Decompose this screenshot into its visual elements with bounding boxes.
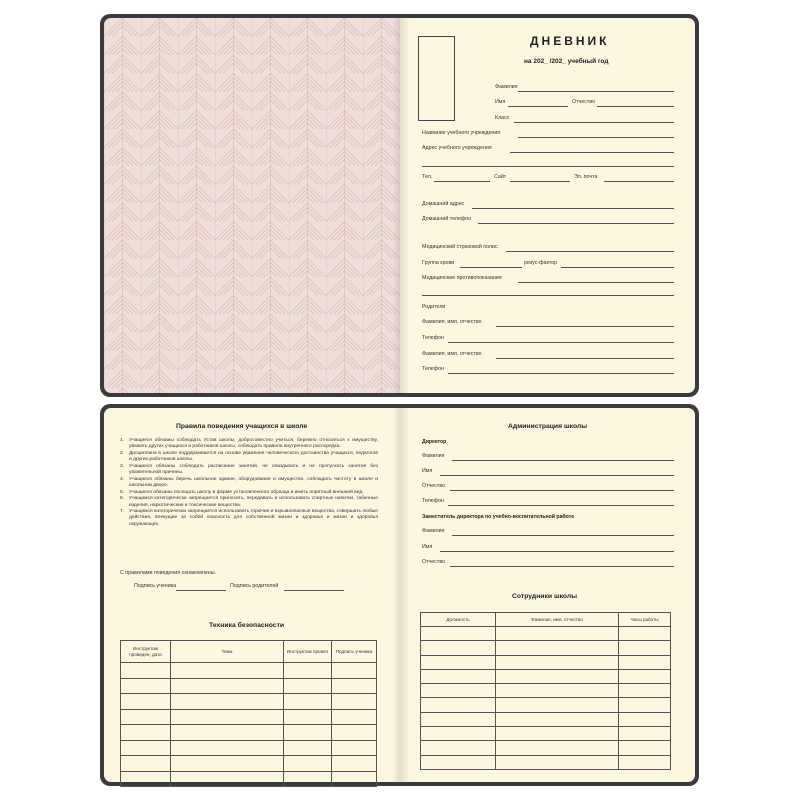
table-cell[interactable] [332,694,377,710]
table-cell[interactable] [284,740,332,756]
safety-col-instructor: Инструктаж провел [284,641,332,663]
safety-table-row [121,771,377,787]
parent2-name-label: Фамилия, имя, отчество [422,351,482,357]
diary-spread-bottom [100,404,699,786]
student-signature-field[interactable] [176,590,226,591]
class-field[interactable] [514,122,674,123]
table-cell[interactable] [284,663,332,679]
contraindications-label: Медицинские противопоказания [422,275,502,281]
safety-col-topic: Тема [171,641,284,663]
director-surname-field[interactable] [452,460,674,461]
table-cell[interactable] [496,641,619,655]
parents-signature-field[interactable] [284,590,344,591]
staff-table [420,612,671,770]
table-cell[interactable] [171,740,284,756]
table-cell[interactable] [421,669,496,683]
deputy-patronymic-field[interactable] [450,566,674,567]
staff-col-hours: Часы работы [619,613,671,627]
staff-table-row [421,669,671,683]
table-cell[interactable] [332,678,377,694]
school-name-label: Название учебного учреждения [422,130,501,136]
safety-col-date: Инструктаж проведен, дата [121,641,171,663]
table-cell[interactable] [619,698,671,712]
table-cell[interactable] [421,684,496,698]
table-cell[interactable] [421,655,496,669]
parent1-phone-label: Телефон [422,335,444,341]
school-year: на 202_ /202_ учебный год [524,58,609,65]
name-field[interactable] [508,106,568,107]
staff-table-row [421,684,671,698]
table-cell[interactable] [121,740,171,756]
table-cell[interactable] [284,709,332,725]
table-cell[interactable] [421,641,496,655]
table-cell[interactable] [421,698,496,712]
surname-field[interactable] [518,91,674,92]
diary-title-page [400,18,695,393]
parent1-phone-field[interactable] [448,342,674,343]
administration-page [400,408,695,782]
director-patronymic-label: Отчество [422,483,446,489]
table-cell[interactable] [619,627,671,641]
table-cell[interactable] [421,712,496,726]
staff-table-row [421,727,671,741]
table-cell[interactable] [619,755,671,769]
rule-item: 5. Учащиеся обязаны посещать школу в форме установленного образца и иметь опрятный внешний вид. [120,489,364,495]
home-phone-label: Домашний телефон [422,216,472,222]
deputy-surname-label: Фамилия [422,528,445,534]
table-cell[interactable] [171,771,284,787]
blood-group-field[interactable] [460,267,522,268]
rule-item: 1. Учащиеся обязаны соблюдать Устав школы, добросовестно учиться, бережно относиться к имуществу, уважать других учащихся и работников школы, соблюдать правила внутреннего распорядка. [120,438,378,450]
table-cell[interactable] [496,741,619,755]
staff-table-row [421,712,671,726]
table-cell[interactable] [619,655,671,669]
home-address-label: Домашний адрес [422,201,465,207]
tel-label: Тел. [422,174,433,180]
rule-item: 6. Учащимся категорически запрещается приносить, передавать и использовать спиртные напитки, табачные изделия, наркотические и токсические вещества. [120,496,378,508]
tel-field[interactable] [434,181,490,182]
parent2-phone-field[interactable] [448,373,674,374]
staff-table-row [421,655,671,669]
table-cell[interactable] [332,663,377,679]
table-cell[interactable] [121,663,171,679]
table-cell[interactable] [619,669,671,683]
table-cell[interactable] [496,627,619,641]
table-cell[interactable] [421,741,496,755]
director-phone-label: Телефон [422,498,444,504]
page-title: ДНЕВНИК [530,34,610,48]
table-cell[interactable] [496,684,619,698]
blood-group-label: Группа крови [422,260,455,266]
table-cell[interactable] [171,694,284,710]
student-signature-label: Подпись ученика [134,583,177,589]
table-cell[interactable] [121,771,171,787]
safety-table-row [121,756,377,772]
staff-table-row [421,755,671,769]
table-cell[interactable] [121,756,171,772]
safety-table-row [121,709,377,725]
email-label: Эл. почта [574,174,598,180]
table-cell[interactable] [121,678,171,694]
staff-col-name: Фамилия, имя, отчество [496,613,619,627]
contraindications-field-2[interactable] [422,295,674,296]
school-address-label: Адрес учебного учреждения [422,145,492,151]
school-name-field[interactable] [518,137,674,138]
site-field[interactable] [510,181,570,182]
rule-item: 3. Учащиеся обязаны соблюдать расписание занятий, не опаздывать и не пропускать занятия без уважительной причины. [120,463,378,476]
director-heading: Директор [422,439,447,445]
deputy-name-label: Имя [422,544,433,550]
table-cell[interactable] [421,727,496,741]
administration-title: Администрация школы [508,423,588,430]
director-surname-label: Фамилия [422,453,445,459]
table-cell[interactable] [421,755,496,769]
rules-title: Правила поведения учащихся в школе [176,423,308,430]
safety-table-row [121,678,377,694]
school-address-field[interactable] [510,152,674,153]
patronymic-label: Отчество [572,99,596,105]
home-address-field[interactable] [472,208,674,209]
home-phone-field[interactable] [478,223,674,224]
parent1-name-label: Фамилия, имя, отчество [422,319,482,325]
staff-table-row [421,641,671,655]
table-cell[interactable] [332,740,377,756]
table-cell[interactable] [421,627,496,641]
table-cell[interactable] [332,725,377,741]
staff-table-row [421,698,671,712]
safety-table [120,640,377,787]
table-cell[interactable] [619,712,671,726]
table-cell[interactable] [496,669,619,683]
contraindications-field[interactable] [518,282,674,283]
parent2-phone-label: Телефон [422,366,444,372]
insurance-label: Медицинский страховой полис [422,244,498,250]
name-label: Имя [495,99,506,105]
school-address-field-2[interactable] [422,166,674,167]
safety-table-row [121,740,377,756]
table-cell[interactable] [496,712,619,726]
table-cell[interactable] [121,725,171,741]
director-name-field[interactable] [440,475,674,476]
parent2-name-field[interactable] [496,358,674,359]
rh-factor-field[interactable] [561,267,674,268]
table-cell[interactable] [171,725,284,741]
rules-page [104,408,400,782]
site-label: Сайт [494,174,507,180]
deputy-surname-field[interactable] [452,535,674,536]
surname-label: Фамилия [495,84,518,90]
table-cell[interactable] [619,741,671,755]
deputy-patronymic-label: Отчество [422,559,446,565]
rh-factor-label: резус-фактор [524,260,558,266]
table-cell[interactable] [619,727,671,741]
table-cell[interactable] [332,771,377,787]
deputy-name-field[interactable] [440,551,674,552]
table-cell[interactable] [496,727,619,741]
photo-placeholder [418,36,455,121]
table-cell[interactable] [284,694,332,710]
table-cell[interactable] [171,756,284,772]
table-cell[interactable] [171,709,284,725]
rule-item: 4. Учащиеся обязаны беречь школьное здание, оборудование и имущество, соблюдать чистоту в школе и школьном дворе. [120,476,378,488]
safety-col-signature: Подпись ученика [332,641,377,663]
table-cell[interactable] [619,684,671,698]
staff-col-position: Должность [421,613,496,627]
staff-title: Сотрудники школы [512,593,578,600]
acknowledged-text: С правилами поведения ознакомлены. [120,570,216,576]
table-cell[interactable] [121,709,171,725]
table-cell[interactable] [332,756,377,772]
table-cell[interactable] [284,756,332,772]
table-cell[interactable] [496,698,619,712]
insurance-field[interactable] [506,251,674,252]
rule-item: 2. Дисциплина в школе поддерживается на основе уважения человеческого достоинства учащихся, педагогов и других работников школы. [120,450,378,463]
parents-label: Родители [422,304,446,310]
safety-title: Техника безопасности [209,622,285,629]
table-cell[interactable] [171,678,284,694]
staff-table-row [421,627,671,641]
table-cell[interactable] [332,709,377,725]
director-patronymic-field[interactable] [450,490,674,491]
deputy-heading: Заместитель директора по учебно-воспитательной работе [422,514,575,520]
class-label: Класс [495,115,510,121]
safety-table-row [121,694,377,710]
geometric-pattern [104,18,400,393]
safety-table-row [121,663,377,679]
parents-signature-label: Подпись родителей [230,583,279,589]
table-cell[interactable] [121,694,171,710]
safety-table-row [121,725,377,741]
table-cell[interactable] [171,663,284,679]
table-cell[interactable] [284,771,332,787]
director-phone-field[interactable] [448,505,674,506]
diary-spread-top [100,14,699,397]
table-cell[interactable] [284,678,332,694]
patterned-endpaper [104,18,400,393]
rule-item: 7. Учащимся категорически запрещается использовать горючие и взрывоопасные вещества, совершать любые действия, влекущие за собой опасность для собственной жизни и здоровья и жизни и здоровья окружающих. [120,509,378,527]
patronymic-field[interactable] [597,106,674,107]
staff-table-row [421,741,671,755]
parent1-name-field[interactable] [496,326,674,327]
table-cell[interactable] [496,755,619,769]
table-cell[interactable] [619,641,671,655]
table-cell[interactable] [284,725,332,741]
email-field[interactable] [604,181,674,182]
table-cell[interactable] [496,655,619,669]
director-name-label: Имя [422,468,433,474]
rules-list [120,438,378,528]
